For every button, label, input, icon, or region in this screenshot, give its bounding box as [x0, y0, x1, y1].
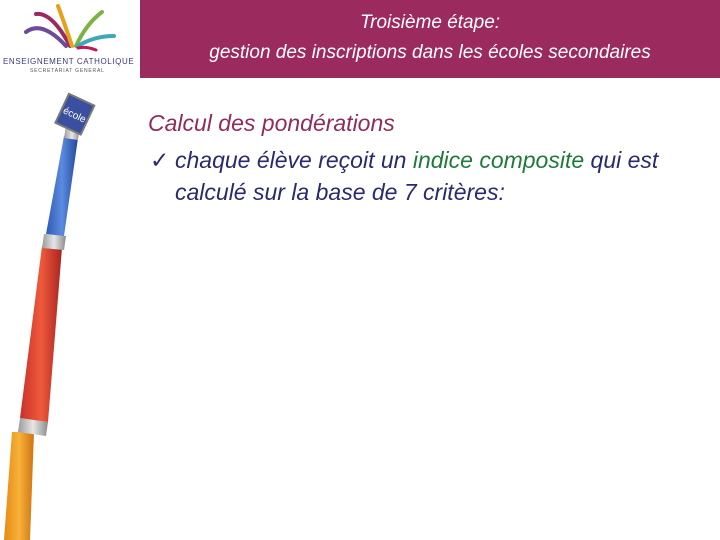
header-title-line1: Troisième étape:: [359, 12, 501, 33]
section-title: Calcul des pondérations: [148, 110, 395, 136]
bullet-highlight: indice composite: [412, 147, 585, 173]
logo-subtitle: SECRETARIAT GENERAL: [30, 68, 105, 74]
school-pole-illustration: [0, 86, 110, 540]
bullet-text-part1: chaque élève reçoit un: [175, 147, 413, 173]
logo-name: ENSEIGNEMENT CATHOLIQUE: [3, 57, 135, 66]
bullet-item: [148, 144, 708, 208]
pole-sign-label: école: [61, 105, 88, 126]
bullet-text-part2: qui est calculé sur la base de 7 critères:: [175, 147, 659, 205]
slide-content: [148, 108, 708, 208]
header-band: [140, 0, 720, 78]
logo-rays-icon: [22, 2, 118, 56]
logo: [0, 0, 140, 78]
header-title-line2: gestion des inscriptions dans les écoles secondaires: [209, 42, 651, 63]
checkmark-icon: ✓: [150, 147, 170, 173]
